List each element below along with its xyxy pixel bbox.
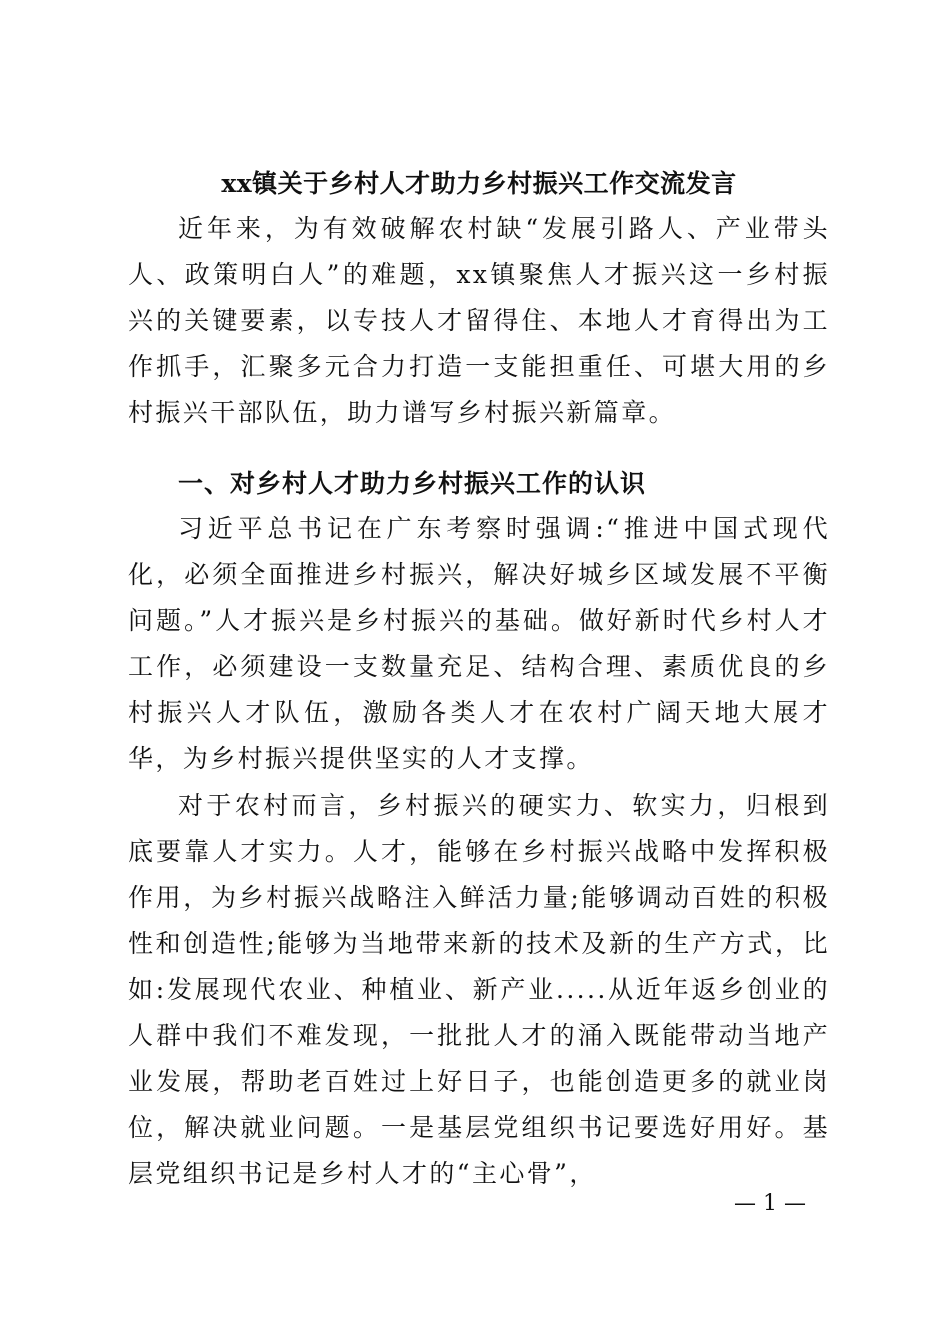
paragraph-rural-talent: 对于农村而言，乡村振兴的硬实力、软实力，归根到底要靠人才实力。人才，能够在乡村振兴战略中发挥积极作用，为乡村振兴战略注入鲜活力量;能够调动百姓的积极性和创造性;能够为当地带来新的技术及新的生产方式，比如:发展现代农业、种植业、新产业.....从近年返乡创业的人群中我们不难发现，一批批人才的涌入既能带动当地产业发展，帮助老百姓过上好日子，也能创造更多的就业岗位，解决就业问题。一是基层党组织书记要选好用好。基层党组织书记是乡村人才的“主心骨”，	[128, 791, 830, 1188]
paragraph-quote: 习近平总书记在广东考察时强调:“推进中国式现代化，必须全面推进乡村振兴，解决好城乡区域发展不平衡问题。”人才振兴是乡村振兴的基础。做好新时代乡村人才工作，必须建设一支数量充足、结构合理、素质优良的乡村振兴人才队伍，激励各类人才在农村广阔天地大展才华，为乡村振兴提供坚实的人才支撑。	[128, 514, 830, 773]
section-heading: 一、对乡村人才助力乡村振兴工作的认识	[178, 469, 647, 498]
page-number: — 1 —	[734, 1191, 806, 1216]
document-title: xx镇关于乡村人才助力乡村振兴工作交流发言	[221, 169, 737, 198]
paragraph-intro: 近年来，为有效破解农村缺“发展引路人、产业带头人、政策明白人”的难题，xx镇聚焦人才振兴这一乡村振兴的关键要素，以专技人才留得住、本地人才育得出为工作抓手，汇聚多元合力打造一支能担重任、可堪大用的乡村振兴干部队伍，助力谱写乡村振兴新篇章。	[128, 214, 830, 427]
